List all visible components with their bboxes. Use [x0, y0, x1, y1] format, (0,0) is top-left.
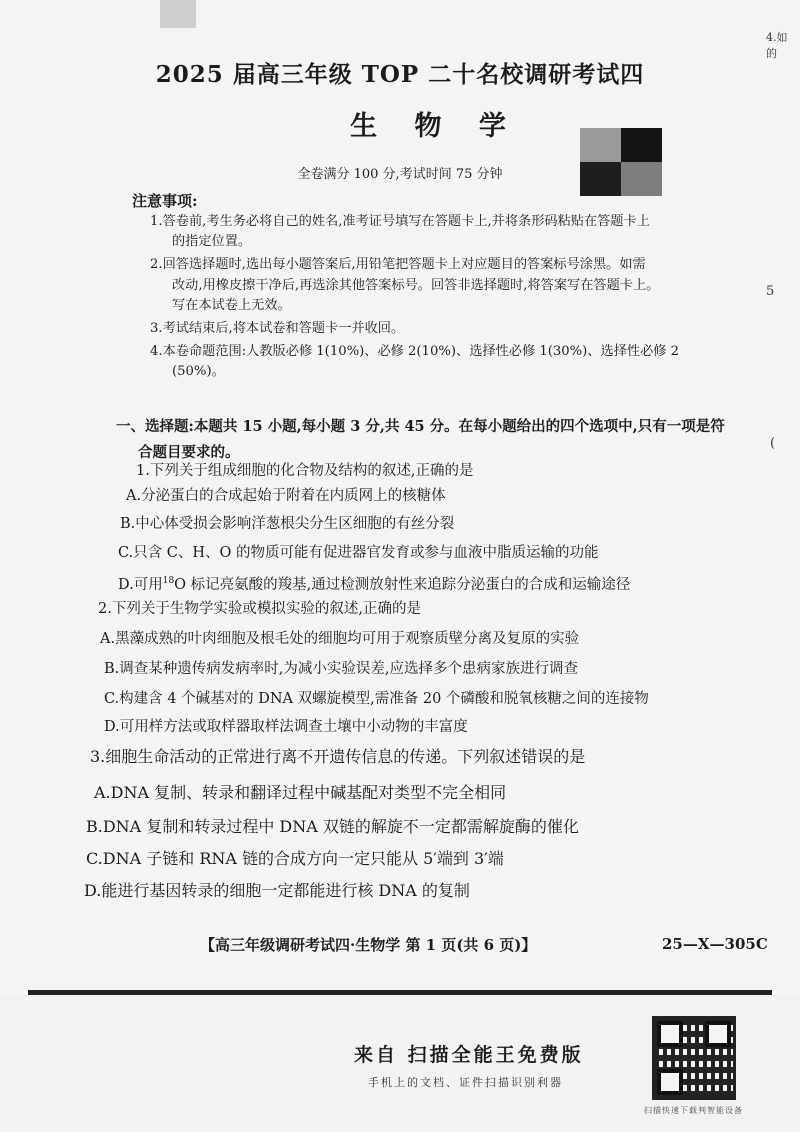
question-2-option-d: D.可用样方法或取样器取样法调查土壤中小动物的丰富度	[104, 719, 468, 735]
note-item-1: 1.答卷前,考生务必将自己的姓名,准考证号填写在答题卡上,并将条形码粘贴在答题卡上 的指定位置。	[150, 214, 650, 250]
scanner-slogan: 手机上的文档、证件扫描识别利器	[368, 1076, 563, 1089]
note-item-2: 2.回答选择题时,选出每小题答案后,用铅笔把答题卡上对应题目的答案标号涂黑。如需 改动,用橡皮擦干净后,再选涂其他答案标号。回答非选择题时,将答案写在答题卡上。 写在本试卷上无效。	[150, 257, 660, 313]
question-2-option-c: C.构建含 4 个碱基对的 DNA 双螺旋模型,需准备 20 个磷酸和脱氧核糖之间的连接物	[104, 691, 649, 707]
question-2-stem: 2.下列关于生物学实验或模拟实验的叙述,正确的是	[98, 601, 421, 617]
question-3-stem: 3.细胞生命活动的正常进行离不开遗传信息的传递。下列叙述错误的是	[90, 747, 586, 766]
edge-mark-paren: (	[770, 436, 776, 451]
edge-mark-5: 5	[766, 284, 775, 299]
notes-list	[150, 212, 730, 386]
edge-text-2: 的	[766, 47, 777, 60]
question-3-option-c: C.DNA 子链和 RNA 链的合成方向一定只能从 5′端到 3′端	[86, 849, 504, 868]
score-info: 全卷满分 100 分,考试时间 75 分钟	[297, 167, 503, 182]
page-footer: 【高三年级调研考试四·生物学 第 1 页(共 6 页)】	[200, 936, 537, 954]
exam-title: 2025 届高三年级 TOP 二十名校调研考试四	[155, 61, 645, 88]
section-heading: 一、选择题:本题共 15 小题,每小题 3 分,共 45 分。在每小题给出的四个选项中,只有一项是符 合题目要求的。	[116, 418, 725, 461]
question-1-option-b: B.中心体受损会影响洋葱根尖分生区细胞的有丝分裂	[120, 516, 455, 532]
question-2-option-a: A.黑藻成熟的叶肉细胞及根毛处的细胞均可用于观察质壁分离及复原的实验	[100, 631, 580, 647]
scanner-brand: 来自 扫描全能王免费版	[354, 1044, 584, 1066]
question-2-option-b: B.调查某种遗传病发病率时,为减小实验误差,应选择多个患病家族进行调查	[104, 661, 578, 677]
scan-blot	[160, 0, 196, 28]
qr-code-icon[interactable]	[652, 1016, 736, 1100]
note-item-3: 3.考试结束后,将本试卷和答题卡一并收回。	[150, 321, 405, 337]
question-1-option-a: A.分泌蛋白的合成起始于附着在内质网上的核糖体	[126, 488, 446, 504]
notes-heading: 注意事项:	[132, 192, 198, 210]
question-3-option-d: D.能进行基因转录的细胞一定都能进行核 DNA 的复制	[84, 881, 470, 900]
page-divider	[28, 990, 772, 995]
note-item-4: 4.本卷命题范围:人教版必修 1(10%)、必修 2(10%)、选择性必修 1(30%)、选择性必修 2 (50%)。	[150, 344, 680, 380]
edge-text-1: 4.如	[766, 31, 788, 44]
qr-caption: 扫描快速下载判智能设备	[644, 1106, 743, 1115]
exam-subject: 生 物 学	[350, 111, 520, 142]
question-3-option-b: B.DNA 复制和转录过程中 DNA 双链的解旋不一定都需解旋酶的催化	[86, 817, 579, 836]
question-3-option-a: A.DNA 复制、转录和翻译过程中碱基配对类型不完全相同	[94, 783, 507, 802]
pixel-block-icon	[580, 128, 662, 196]
exam-code: 25—X—305C	[662, 935, 768, 953]
question-1-stem: 1.下列关于组成细胞的化合物及结构的叙述,正确的是	[136, 463, 474, 479]
question-1-option-c: C.只含 C、H、O 的物质可能有促进器官发育或参与血液中脂质运输的功能	[118, 545, 599, 561]
question-1-option-d: D.可用$^{18}$O 标记亮氨酸的羧基,通过检测放射性来追踪分泌蛋白的合成和运输途径	[118, 576, 631, 593]
